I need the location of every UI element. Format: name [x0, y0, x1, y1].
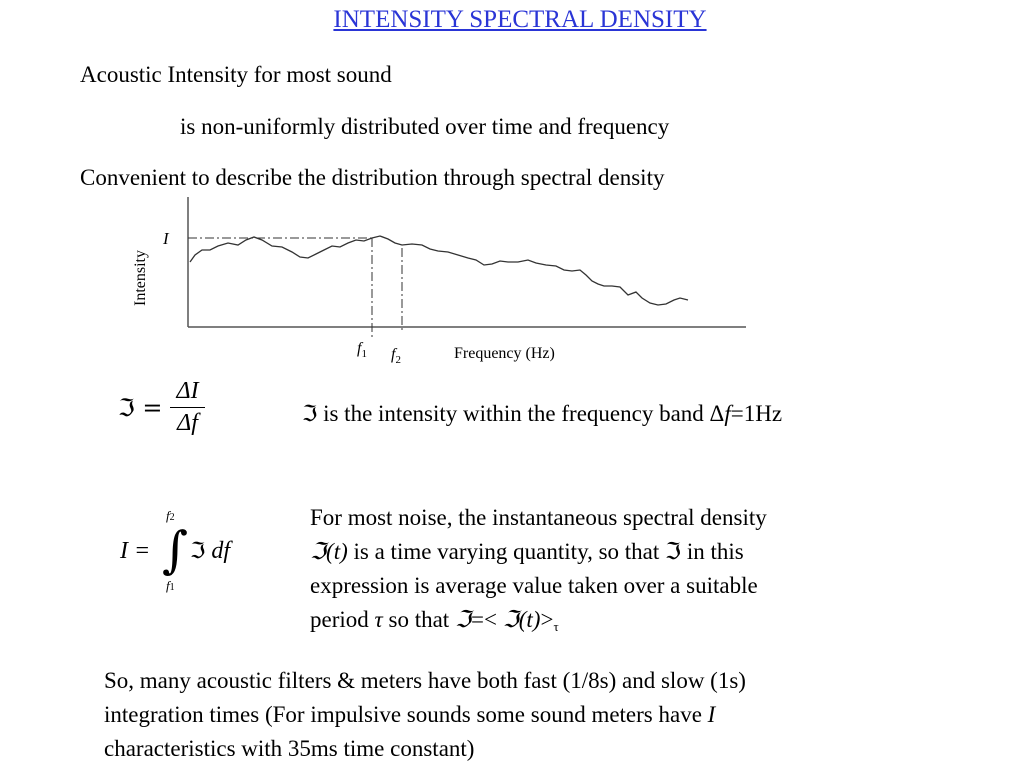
footer-line-3: characteristics with 35ms time constant)	[104, 736, 475, 761]
noise-line-3: expression is average value taken over a suitable	[310, 573, 758, 598]
intro-line-2: is non-uniformly distributed over time and frequency	[180, 114, 670, 139]
f1-marker-label: $f_1$	[357, 340, 367, 360]
delta-symbol: Δ	[709, 401, 725, 426]
band-value: =1Hz	[730, 401, 783, 426]
intro-line-3: Convenient to describe the distribution through spectral density	[80, 165, 665, 190]
noise-paragraph	[310, 501, 950, 644]
fraction-denominator: Δf	[177, 410, 198, 436]
noise-line-4: period τ so that ℑ=< $ℑ(t)>_\tau$	[310, 607, 559, 634]
page-title[interactable]: INTENSITY SPECTRAL DENSITY	[333, 6, 707, 33]
fraction	[170, 378, 204, 437]
integral-upper-limit: f2	[166, 508, 175, 523]
x-axis-label: Frequency (Hz)	[454, 345, 555, 362]
footer-paragraph	[104, 664, 1004, 766]
footer-line-1: So, many acoustic filters & meters have both fast (1/8s) and slow (1s)	[104, 668, 746, 693]
equation1-description-text: is the intensity within the frequency band	[323, 401, 704, 426]
integrand: ℑ df	[190, 538, 231, 564]
footer-line-2: integration times (For impulsive sounds some sound meters have I	[104, 702, 716, 727]
integral-lower-limit: f1	[166, 578, 175, 593]
noise-line-2: ℑ(t) is a time varying quantity, so that ℑ in this	[310, 539, 744, 564]
y-axis-label: Intensity	[132, 250, 149, 306]
equation-spectral-density	[118, 378, 205, 437]
spectrum-curve	[190, 236, 688, 305]
equation1-description	[302, 401, 782, 427]
reference-label-I: I	[163, 229, 169, 248]
f2-marker-label: $f_2$	[391, 346, 401, 366]
noise-line-1: For most noise, the instantaneous spectral density	[310, 505, 767, 530]
equation-intensity-lhs: I =	[120, 538, 151, 564]
integral-sign: ∫	[162, 521, 189, 579]
frequency-variable: f	[724, 401, 731, 426]
intro-line-1: Acoustic Intensity for most sound	[80, 62, 392, 87]
equation-lhs: ℑ =	[118, 393, 163, 422]
spectral-density-symbol: ℑ	[302, 402, 318, 427]
fraction-numerator: ΔI	[170, 378, 204, 408]
